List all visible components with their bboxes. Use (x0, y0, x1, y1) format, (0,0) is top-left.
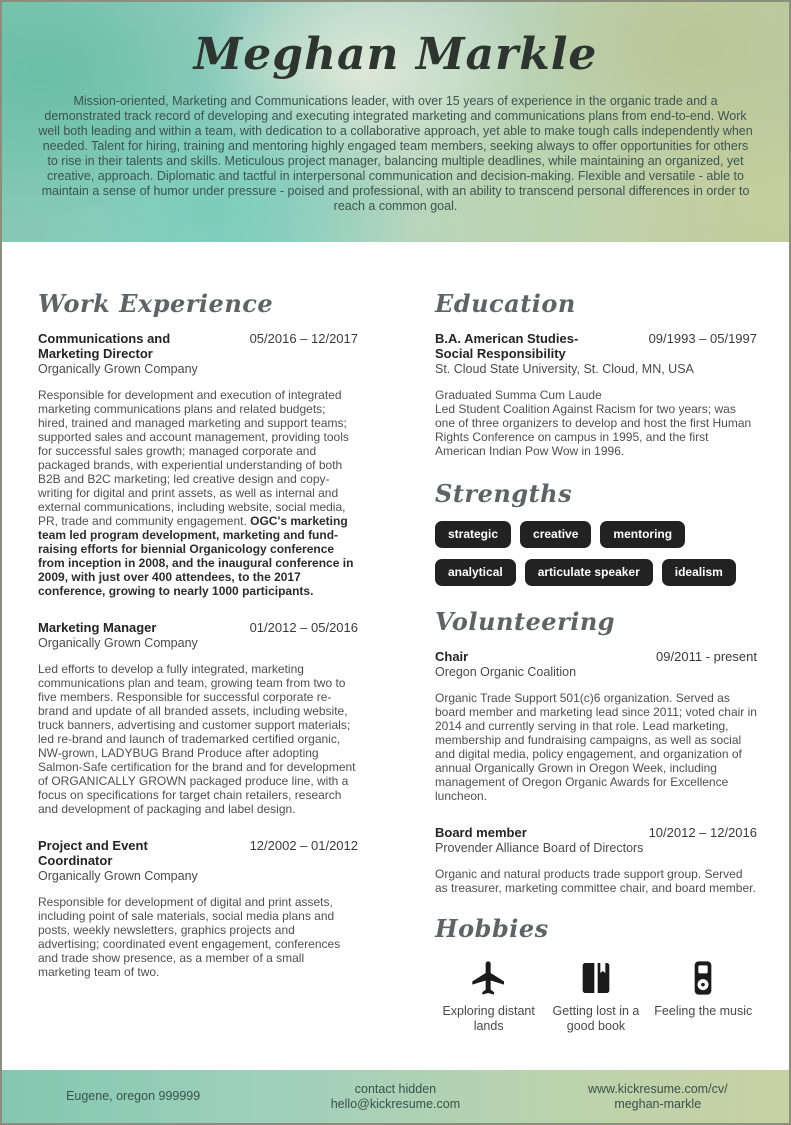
footer-email-link[interactable]: hello@kickresume.com (330, 1096, 461, 1111)
job-date: 12/2002 – 01/2012 (249, 838, 358, 853)
volunteer-date: 10/2012 – 12/2016 (648, 825, 757, 840)
work-experience-heading: Work Experience (38, 289, 274, 318)
book-icon (542, 956, 649, 998)
hobby-item (435, 956, 542, 1034)
header-banner (2, 2, 789, 242)
footer-url-line1[interactable]: www.kickresume.com/cv/ (587, 1081, 728, 1096)
volunteer-org: Provender Alliance Board of Directors (435, 841, 644, 855)
hobby-item (542, 956, 649, 1034)
job-entry (38, 620, 358, 816)
job-company: Organically Grown Company (38, 869, 198, 883)
strength-chip: creative (520, 521, 591, 548)
strengths-chip-list (435, 521, 757, 586)
education-description (435, 388, 757, 458)
footer-contact-hidden: contact hidden (354, 1081, 437, 1096)
footer-profile-link[interactable] (527, 1082, 789, 1112)
job-company: Organically Grown Company (38, 636, 198, 650)
hobby-label: Exploring distant lands (442, 1004, 535, 1033)
footer-bar (2, 1070, 789, 1123)
airplane-icon (435, 956, 542, 998)
education-date: 09/1993 – 05/1997 (648, 331, 757, 346)
volunteer-entry (435, 649, 757, 803)
volunteering-section (435, 608, 757, 895)
job-description (38, 388, 358, 598)
education-honors: Graduated Summa Cum Laude (435, 388, 602, 402)
education-heading: Education (435, 289, 576, 318)
profile-summary: Mission-oriented, Marketing and Communications leader, with over 15 years of experience in the organic trade and a demonstrated track record of developing and executing integrated marketing and communications plans from end-to-end. Work well both leading and within a team, with dedication to a collaborative approach, yet able to make tough calls independently when needed. Talent for hiring, training and mentoring highly engaged team members, seeking always to offer opportunities for others to rise in their talents and skills. Meticulous project manager, balancing multiple deadlines, while maintaining an organized, yet creative, approach. Diplomatic and tactful in interpersonal communication and decision-making. Flexible and versatile - able to maintain a sense of humor under pressure - poised and professional, with an ability to transcend personal differences in order to reach a common goal. (38, 94, 753, 213)
job-description-highlight: OGC's marketing team led program development, marketing and fund-raising efforts for biennial Organicology conference from inception in 2008, and the inaugural conference in 2009, with just over 400 attendees, to the 2017 conference, growing to nearly 1000 participants. (38, 514, 354, 598)
strength-chip: strategic (435, 521, 511, 548)
hobbies-section (435, 915, 757, 1034)
education-entry-head (435, 331, 757, 361)
footer-location: Eugene, oregon 999999 (66, 1089, 201, 1103)
job-title: Project and Event Coordinator (38, 838, 148, 868)
work-experience-section (38, 290, 358, 979)
music-player-icon (650, 956, 757, 998)
job-entry-head (38, 838, 358, 868)
job-description: Responsible for development of digital and print assets, including point of sale materials, social media plans and posts, weekly newsletters, graphics projects and advertising; coordinated event engagement, conferences and trade show presence, as a member of a small marketing team of two. (38, 895, 341, 979)
strengths-heading: Strengths (435, 479, 573, 508)
job-company: Organically Grown Company (38, 362, 198, 376)
right-column (435, 290, 757, 1070)
job-entry-head (38, 620, 358, 635)
strength-chip: analytical (435, 559, 516, 586)
volunteer-entry (435, 825, 757, 895)
strength-chip: mentoring (600, 521, 685, 548)
job-entry (38, 331, 358, 598)
volunteer-title: Board member (435, 825, 527, 840)
job-date: 01/2012 – 05/2016 (249, 620, 358, 635)
candidate-name: Meghan Markle (193, 29, 598, 80)
volunteer-org: Oregon Organic Coalition (435, 665, 577, 679)
footer-contact (264, 1082, 526, 1112)
job-description: Led efforts to develop a fully integrated, marketing communications plan and team, growing team from two to five members. Responsible for successful corporate re-brand and update of all branded assets, including website, truck banners, advertising and customer support materials; led re-brand and launch of trademarked certified organic, NW-grown, LADYBUG Brand Produce after adopting Salmon-Safe certification for the brand and for development of ORGANICALLY GROWN packaged produce line, with a focus on specifications for target chain retailers, research and development of packaging and label design. (38, 662, 356, 816)
volunteer-title: Chair (435, 649, 469, 664)
volunteer-entry-head (435, 649, 757, 664)
footer-url-line2[interactable]: meghan-markle (614, 1096, 702, 1111)
strength-chip: idealism (662, 559, 736, 586)
volunteer-description: Organic and natural products trade support group. Served as treasurer, marketing committee chair, and board member. (435, 867, 756, 895)
education-section (435, 290, 757, 458)
job-entry (38, 838, 358, 979)
strength-chip: articulate speaker (525, 559, 653, 586)
education-entry (435, 331, 757, 458)
degree-title: B.A. American Studies-Social Responsibility (435, 331, 579, 361)
job-entry-head (38, 331, 358, 361)
volunteer-date: 09/2011 - present (656, 649, 757, 664)
volunteer-entry-head (435, 825, 757, 840)
job-title: Marketing Manager (38, 620, 157, 635)
volunteer-description: Organic Trade Support 501(c)6 organization. Served as board member and marketing lead since 2011; voted chair in 2014 and currently serving in that role. Lead marketing, membership and fundraising campaigns, as well as social and digital media, policy engagement, and organization of annual Organically Grown in Oregon Week, including management of Oregon Organic Awards for Excellence luncheon. (435, 691, 757, 803)
volunteering-heading: Volunteering (435, 607, 616, 636)
education-activities: Led Student Coalition Against Racism for two years; was one of three organizers to develop and host the first Human Rights Conference on campus in 1995, and the first American Indian Pow Wow in 1996. (435, 402, 752, 458)
job-title: Communications and Marketing Director (38, 331, 171, 361)
strengths-section (435, 480, 757, 586)
hobbies-heading: Hobbies (435, 914, 549, 943)
hobby-item (650, 956, 757, 1034)
hobby-label: Getting lost in a good book (552, 1004, 640, 1033)
school-name: St. Cloud State University, St. Cloud, MN, USA (435, 362, 694, 376)
footer-url (527, 1082, 789, 1112)
job-date: 05/2016 – 12/2017 (249, 331, 358, 346)
job-description-text: Responsible for development and execution of integrated marketing communications plans and related budgets; hired, trained and managed marketing and support teams; supported sales and account management, providing tools for successful sales growth; managed corporate and packaged brands, with experiential understanding of both B2B and B2C marketing; led creative design and copy-writing for digital and print assets, as well as internal and external communications, including website, social media, PR, trade and community engagement. (38, 388, 349, 528)
hobby-label: Feeling the music (654, 1004, 753, 1018)
hobbies-list (435, 956, 757, 1034)
main-content (2, 242, 789, 1070)
left-column (38, 290, 358, 1070)
